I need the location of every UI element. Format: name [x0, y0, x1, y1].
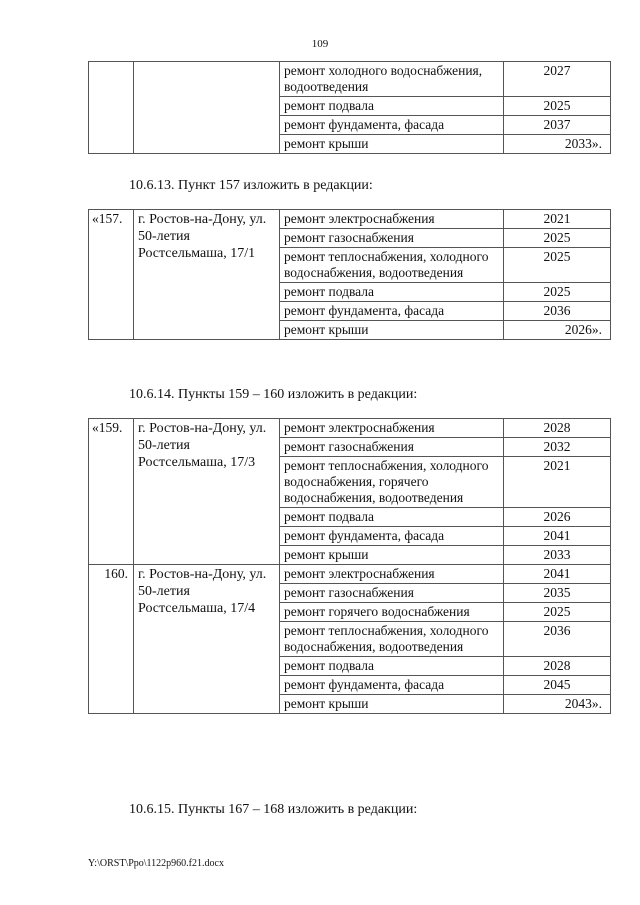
page-number: 109: [311, 38, 329, 50]
paragraph-10-6-14: 10.6.14. Пункты 159 – 160 изложить в редакции:: [129, 387, 418, 402]
work-cell: ремонт теплоснабжения, холодного водоснабжения, водоотведения: [280, 248, 504, 283]
year-cell: 2043».: [504, 695, 611, 714]
table-row: [89, 419, 611, 438]
address-cell: г. Ростов-на-Дону, ул. 50-летия Ростсельмаша, 17/1: [134, 210, 280, 340]
year-cell: 2032: [504, 438, 611, 457]
file-path-footer: Y:\ORST\Ppo\1122p960.f21.docx: [88, 858, 224, 869]
paragraph-10-6-15: 10.6.15. Пункты 167 – 168 изложить в редакции:: [129, 802, 418, 817]
year-cell: 2025: [504, 229, 611, 248]
work-cell: ремонт подвала: [280, 508, 504, 527]
work-cell: ремонт фундамента, фасада: [280, 302, 504, 321]
year-cell: 2036: [504, 622, 611, 657]
table-row: [89, 62, 611, 97]
work-cell: ремонт газоснабжения: [280, 584, 504, 603]
work-cell: ремонт подвала: [280, 97, 504, 116]
table-row: [89, 565, 611, 584]
work-cell: ремонт фундамента, фасада: [280, 676, 504, 695]
year-cell: 2037: [504, 116, 611, 135]
address-cell: г. Ростов-на-Дону, ул. 50-летия Ростсельмаша, 17/3: [134, 419, 280, 565]
work-cell: ремонт газоснабжения: [280, 229, 504, 248]
work-cell: ремонт подвала: [280, 283, 504, 302]
table-row: [89, 210, 611, 229]
address-cell: [134, 62, 280, 154]
work-cell: ремонт крыши: [280, 321, 504, 340]
year-cell: 2041: [504, 565, 611, 584]
year-cell: 2026».: [504, 321, 611, 340]
year-cell: 2028: [504, 657, 611, 676]
work-cell: ремонт крыши: [280, 135, 504, 154]
year-cell: 2025: [504, 283, 611, 302]
year-cell: 2033: [504, 546, 611, 565]
table-continuation: [88, 61, 611, 154]
work-cell: ремонт крыши: [280, 546, 504, 565]
work-cell: ремонт теплоснабжения, холодного водоснабжения, горячего водоснабжения, водоотведения: [280, 457, 504, 508]
table-item-157: [88, 209, 611, 340]
year-cell: 2027: [504, 62, 611, 97]
year-cell: 2021: [504, 210, 611, 229]
year-cell: 2026: [504, 508, 611, 527]
work-cell: ремонт фундамента, фасада: [280, 527, 504, 546]
work-cell: ремонт электроснабжения: [280, 419, 504, 438]
work-cell: ремонт холодного водоснабжения, водоотведения: [280, 62, 504, 97]
address-cell: г. Ростов-на-Дону, ул. 50-летия Ростсельмаша, 17/4: [134, 565, 280, 714]
num-cell: «157.: [89, 210, 134, 340]
paragraph-10-6-13: 10.6.13. Пункт 157 изложить в редакции:: [129, 178, 373, 193]
table-items-159-160: [88, 418, 611, 714]
work-cell: ремонт подвала: [280, 657, 504, 676]
year-cell: 2041: [504, 527, 611, 546]
num-cell: 160.: [89, 565, 134, 714]
year-cell: 2045: [504, 676, 611, 695]
work-cell: ремонт электроснабжения: [280, 210, 504, 229]
year-cell: 2025: [504, 603, 611, 622]
work-cell: ремонт теплоснабжения, холодного водоснабжения, водоотведения: [280, 622, 504, 657]
year-cell: 2025: [504, 97, 611, 116]
year-cell: 2035: [504, 584, 611, 603]
work-cell: ремонт крыши: [280, 695, 504, 714]
year-cell: 2033».: [504, 135, 611, 154]
work-cell: ремонт электроснабжения: [280, 565, 504, 584]
year-cell: 2028: [504, 419, 611, 438]
work-cell: ремонт газоснабжения: [280, 438, 504, 457]
work-cell: ремонт горячего водоснабжения: [280, 603, 504, 622]
num-cell: «159.: [89, 419, 134, 565]
work-cell: ремонт фундамента, фасада: [280, 116, 504, 135]
year-cell: 2021: [504, 457, 611, 508]
num-cell: [89, 62, 134, 154]
year-cell: 2025: [504, 248, 611, 283]
year-cell: 2036: [504, 302, 611, 321]
